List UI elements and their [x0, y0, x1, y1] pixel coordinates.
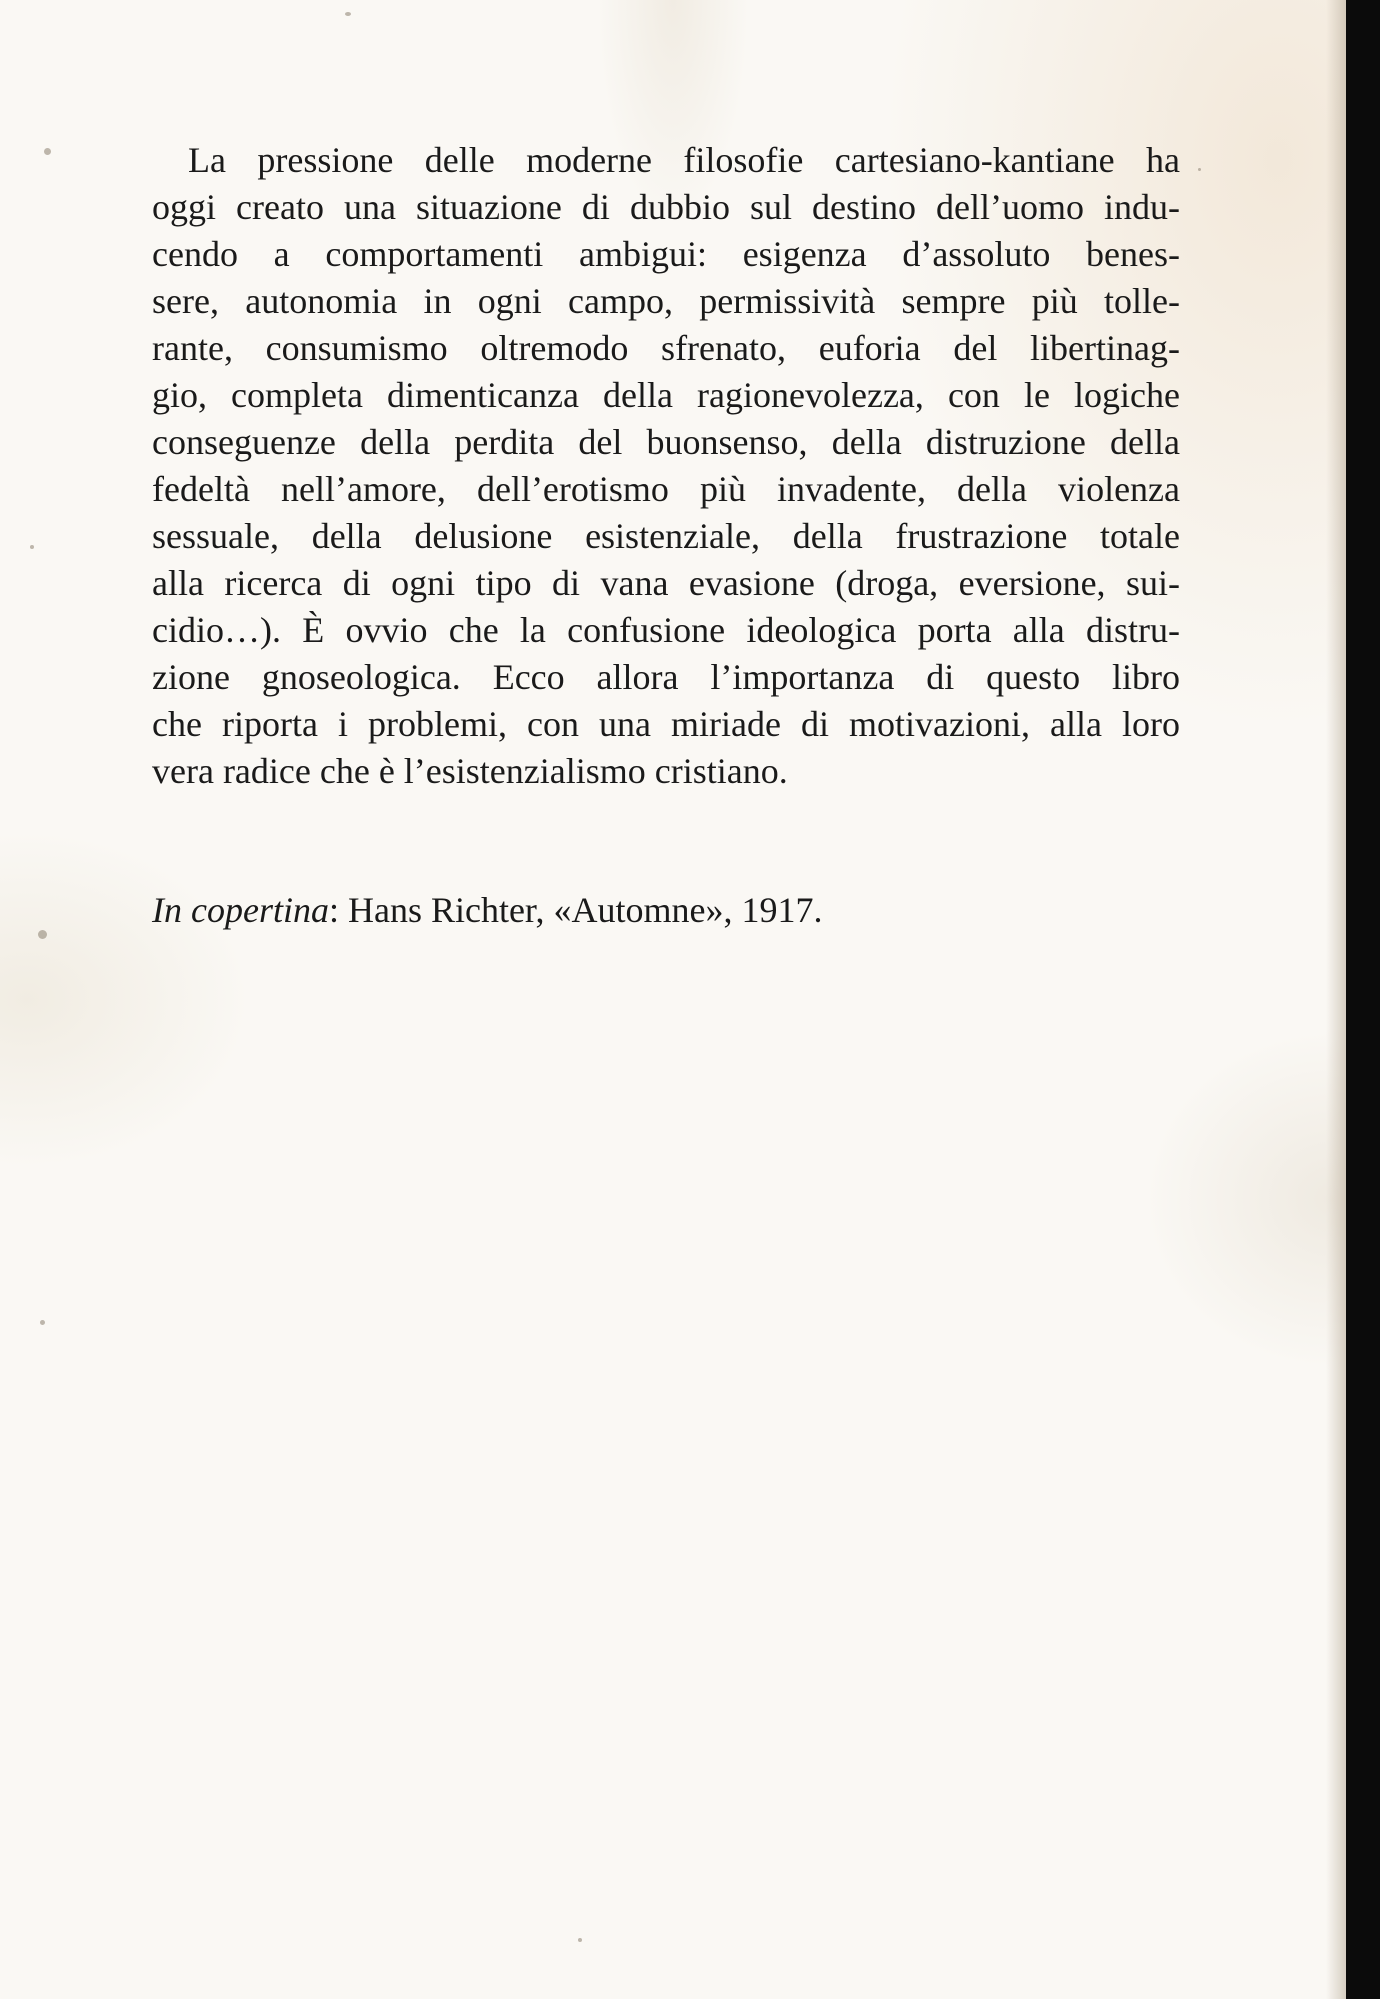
- paper-speck: [1198, 168, 1201, 171]
- blurb-paragraph: [152, 137, 1180, 795]
- cover-credit-label: In copertina: [152, 890, 329, 930]
- page-edge-shadow: [1326, 0, 1346, 1999]
- blurb-line: zione gnoseologica. Ecco allora l’importanza di questo libro: [152, 657, 1180, 697]
- blurb-line: cidio…). È ovvio che la confusione ideologica porta alla distru-: [152, 610, 1180, 650]
- cover-credit-text: : Hans Richter, «Automne», 1917.: [328, 890, 823, 930]
- paper-speck: [30, 545, 34, 549]
- blurb-line: fedeltà nell’amore, dell’erotismo più invadente, della violenza: [152, 469, 1180, 509]
- blurb-line: conseguenze della perdita del buonsenso, della distruzione della: [152, 422, 1180, 462]
- paper-speck: [40, 1320, 45, 1325]
- blurb-line: oggi creato una situazione di dubbio sul destino dell’uomo indu-: [152, 187, 1180, 227]
- paper-speck: [38, 930, 47, 939]
- blurb-line: gio, completa dimenticanza della ragionevolezza, con le logiche: [152, 375, 1180, 415]
- blurb-line: rante, consumismo oltremodo sfrenato, euforia del libertinag-: [152, 328, 1180, 368]
- blurb-line: La pressione delle moderne filosofie cartesiano-kantiane ha: [188, 140, 1180, 180]
- paper-speck: [578, 1938, 582, 1942]
- blurb-line: alla ricerca di ogni tipo di vana evasione (droga, eversione, sui-: [152, 563, 1180, 603]
- blurb-line: sessuale, della delusione esistenziale, della frustrazione totale: [152, 516, 1180, 556]
- blurb-line: vera radice che è l’esistenzialismo cristiano.: [152, 751, 788, 791]
- blurb-line: che riporta i problemi, con una miriade di motivazioni, alla loro: [152, 704, 1180, 744]
- blurb-line: sere, autonomia in ogni campo, permissività sempre più tolle-: [152, 281, 1180, 321]
- paper-speck: [345, 12, 351, 16]
- cover-credit: [152, 887, 822, 934]
- paper-speck: [44, 148, 51, 155]
- blurb-line: cendo a comportamenti ambigui: esigenza d’assoluto benes-: [152, 234, 1180, 274]
